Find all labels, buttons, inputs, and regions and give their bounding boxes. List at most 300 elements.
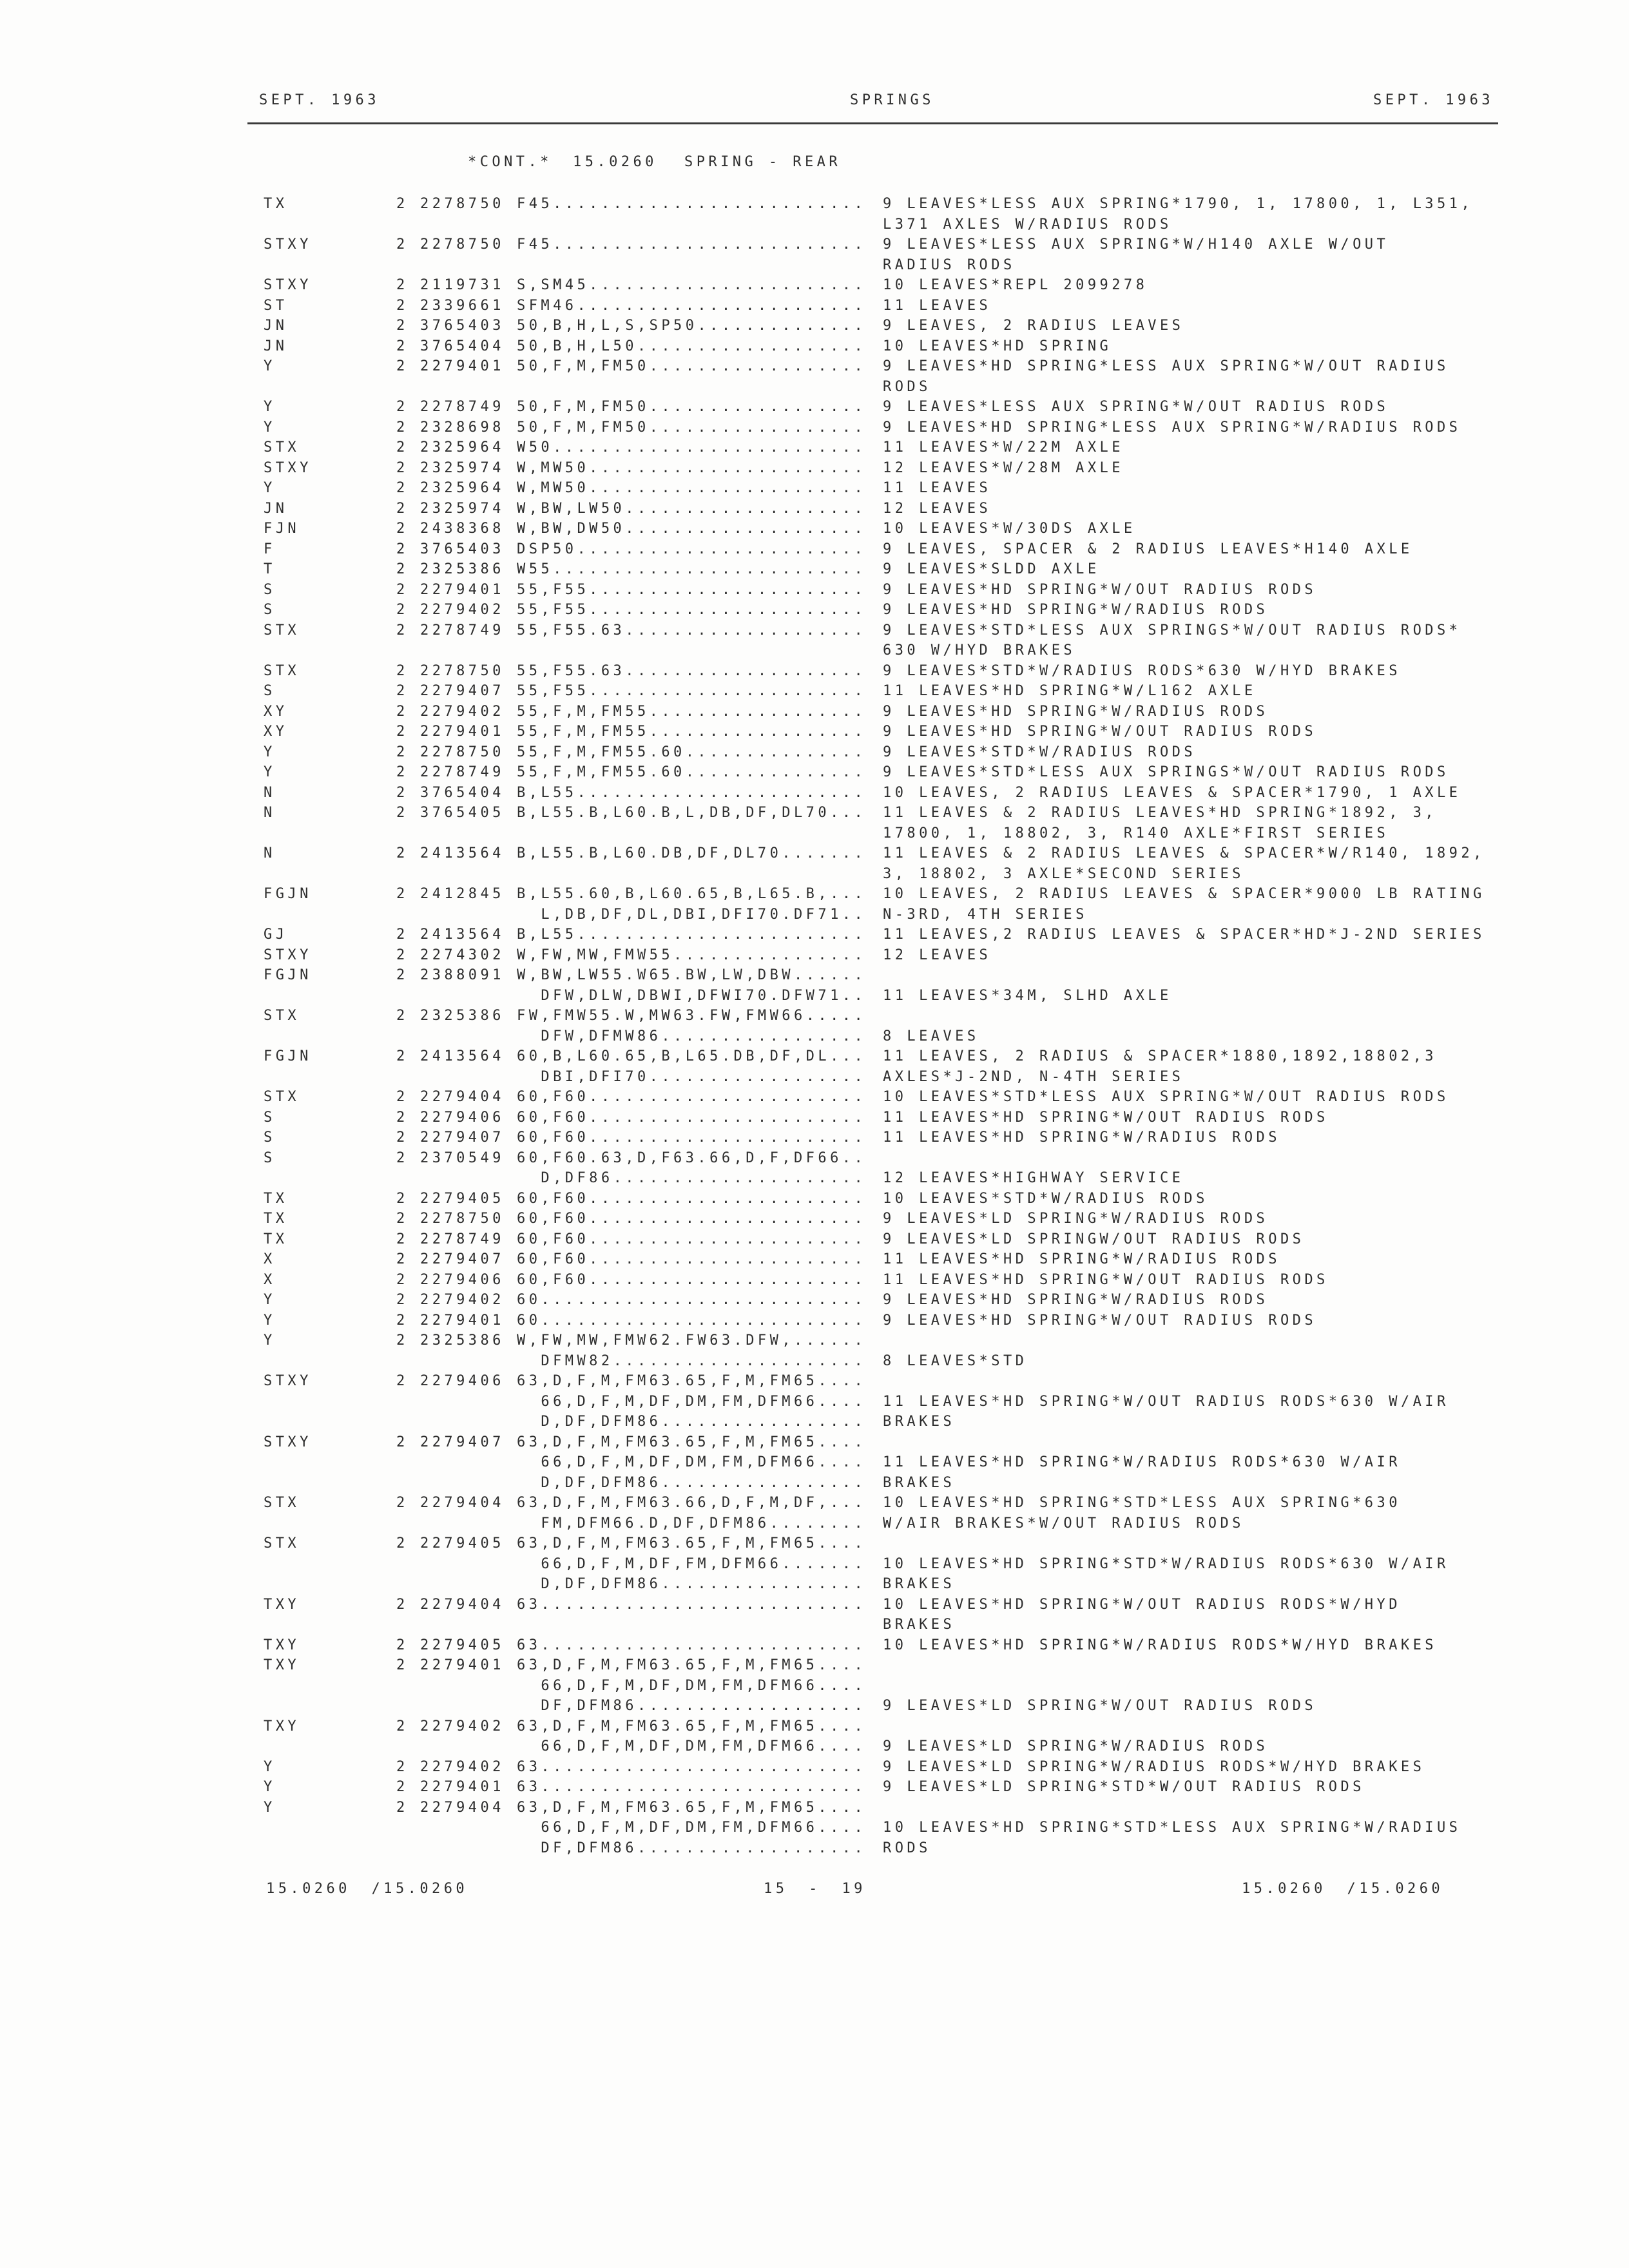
quantity: 2 [396, 1373, 409, 1389]
description-line: 9 LEAVES*HD SPRING*LESS AUX SPRING*W/RADIUS RODS [883, 419, 1461, 436]
description-cell [883, 600, 1527, 620]
model-text: 63,D,F,M,FM63.65,F,M,FM65 [517, 1657, 818, 1673]
part-number: 2279402 [420, 602, 505, 618]
part-number: 2279407 [420, 1434, 505, 1450]
description-line: 12 LEAVES [883, 947, 992, 963]
model-line [517, 945, 883, 966]
model-line [517, 1777, 883, 1798]
quantity: 2 [396, 1657, 409, 1673]
quantity: 2 [396, 1535, 409, 1552]
catalog-entry [264, 661, 1552, 682]
description-cell [883, 418, 1527, 438]
applicability-code: X [264, 1271, 276, 1288]
part-number: 2279406 [420, 1373, 505, 1389]
quantity: 2 [396, 886, 409, 902]
model-line [517, 418, 883, 438]
dot-leader: ................... [637, 1840, 867, 1856]
description-line: BRAKES [883, 1474, 956, 1491]
header-date-left: SEPT. 1963 [259, 92, 380, 108]
model-text: 55,F55 [517, 602, 590, 618]
model-line [517, 1168, 883, 1189]
part-number: 2279401 [420, 724, 505, 740]
description-cell [883, 559, 1527, 580]
model-line [517, 884, 883, 905]
part-number: 2274302 [420, 947, 505, 963]
model-text: 60,F60 [517, 1251, 590, 1267]
dot-leader: ....................... [589, 277, 867, 293]
catalog-entry [264, 1757, 1552, 1778]
applicability-code: X [264, 1251, 276, 1267]
description-cell [883, 1351, 1527, 1372]
quantity: 2 [396, 1149, 409, 1166]
model-line [517, 1128, 883, 1148]
dot-leader: ............... [685, 764, 867, 780]
catalog-entry [264, 356, 1552, 397]
model-line [517, 1108, 883, 1128]
description-line: 11 LEAVES*HD SPRING*W/OUT RADIUS RODS [883, 1109, 1329, 1126]
catalog-entry [264, 1798, 1552, 1859]
section-title: SPRING - REAR [684, 154, 842, 170]
dot-leader: ... [830, 886, 867, 902]
catalog-entry [264, 397, 1552, 418]
model-line [517, 1736, 883, 1757]
description-line: 3, 18802, 3 AXLE*SECOND SERIES [883, 865, 1244, 882]
applicability-code: TXY [264, 1657, 300, 1673]
dot-leader: ....... [782, 1555, 867, 1572]
quantity: 2 [396, 662, 409, 679]
dot-leader: .................. [649, 1068, 867, 1085]
model-cell [517, 1249, 883, 1270]
parts-list [264, 194, 1552, 1858]
part-number: 2279404 [420, 1799, 505, 1816]
model-line [517, 1331, 883, 1351]
model-cell [517, 1229, 883, 1250]
dot-leader: ...... [794, 967, 867, 983]
description-line: 11 LEAVES, 2 RADIUS & SPACER*1880,1892,18802,3 [883, 1048, 1437, 1064]
model-text: W,BW,LW55.W65.BW,LW,DBW [517, 967, 794, 983]
model-text: B,L55.B,L60.DB,DF,DL70 [517, 845, 782, 861]
description-line: 9 LEAVES*HD SPRING*W/OUT RADIUS RODS [883, 1312, 1317, 1329]
model-text: D,DF86 [541, 1170, 613, 1186]
model-text: 60 [517, 1292, 541, 1308]
model-text: 66,D,F,M,DF,DM,FM,DFM66 [541, 1393, 818, 1410]
description-line: 9 LEAVES*LESS AUX SPRING*W/OUT RADIUS RODS [883, 399, 1389, 415]
model-cell [517, 1128, 883, 1148]
catalog-entry [264, 437, 1552, 458]
model-text: B,L55.B,L60.B,L,DB,DF,DL70 [517, 805, 831, 821]
part-number: 2279402 [420, 1292, 505, 1308]
quantity: 2 [396, 1758, 409, 1775]
description-cell [883, 925, 1527, 945]
catalog-entry [264, 519, 1552, 539]
model-text: 55,F55.63 [517, 662, 626, 679]
model-text: FW,FMW55.W,MW63.FW,FMW66 [517, 1008, 806, 1024]
model-cell [517, 945, 883, 966]
dot-leader: ........................... [541, 1312, 867, 1329]
model-cell [517, 762, 883, 783]
model-line [517, 1026, 883, 1047]
model-cell [517, 681, 883, 702]
description-line: 9 LEAVES*LD SPRING*W/RADIUS RODS [883, 1738, 1269, 1754]
part-number: 2279404 [420, 1495, 505, 1511]
model-line [517, 742, 883, 763]
part-number: 2325974 [420, 500, 505, 517]
part-number: 2279401 [420, 581, 505, 598]
description-line: 630 W/HYD BRAKES [883, 642, 1076, 658]
description-line: 10 LEAVES*REPL 2099278 [883, 277, 1148, 293]
model-text: 60,F60 [517, 1211, 590, 1227]
model-cell [517, 1087, 883, 1108]
applicability-code: TX [264, 1231, 288, 1247]
dot-leader: ............... [685, 744, 867, 760]
applicability-code: JN [264, 338, 288, 354]
dot-leader: ..... [805, 1008, 867, 1024]
dot-leader: .... [818, 1718, 867, 1735]
model-text: W,FW,MW,FMW55 [517, 947, 674, 963]
model-text: 63,D,F,M,FM63.65,F,M,FM65 [517, 1373, 818, 1389]
description-line: 10 LEAVES*HD SPRING*W/OUT RADIUS RODS*W/HYD [883, 1596, 1401, 1613]
part-number: 2325964 [420, 439, 505, 456]
part-number: 2413564 [420, 927, 505, 943]
model-line [517, 1716, 883, 1737]
description-cell [883, 478, 1527, 499]
quantity: 2 [396, 784, 409, 801]
part-number: 2279407 [420, 1129, 505, 1146]
applicability-code: Y [264, 744, 276, 760]
catalog-entry [264, 194, 1552, 235]
model-cell [517, 1046, 883, 1087]
description-line: RODS [883, 378, 931, 395]
part-number: 2279405 [420, 1190, 505, 1207]
model-line [517, 296, 883, 316]
model-text: 55,F,M,FM55.60 [517, 764, 686, 780]
description-line: 12 LEAVES*HIGHWAY SERVICE [883, 1170, 1184, 1186]
model-text: B,L55 [517, 784, 577, 801]
model-cell [517, 1148, 883, 1189]
dot-leader: .................. [649, 724, 867, 740]
quantity: 2 [396, 744, 409, 760]
description-cell [883, 762, 1527, 783]
dot-leader: ........................... [541, 1779, 867, 1795]
applicability-code: Y [264, 1799, 276, 1816]
part-number: 2278750 [420, 662, 505, 679]
model-line [517, 316, 883, 336]
catalog-entry [264, 783, 1552, 803]
applicability-code: JN [264, 318, 288, 334]
description-line: 8 LEAVES*STD [883, 1352, 1028, 1369]
quantity: 2 [396, 1779, 409, 1795]
catalog-entry [264, 1087, 1552, 1108]
quantity: 2 [396, 1718, 409, 1735]
dot-leader: ........ [769, 1515, 867, 1532]
description-cell [883, 843, 1527, 884]
model-line [517, 925, 883, 945]
model-line [517, 397, 883, 418]
model-text: 60,F60 [517, 1109, 590, 1126]
model-line [517, 539, 883, 560]
part-number: 2119731 [420, 277, 505, 293]
description-line: BRAKES [883, 1617, 956, 1633]
model-cell [517, 1108, 883, 1128]
quantity: 2 [396, 1596, 409, 1613]
model-text: L,DB,DF,DL,DBI,DFI70.DF71 [541, 906, 842, 923]
quantity: 2 [396, 1271, 409, 1288]
description-cell [883, 499, 1527, 519]
description-cell [883, 884, 1527, 925]
model-line [517, 1392, 883, 1412]
catalog-entry [264, 275, 1552, 296]
model-cell [517, 539, 883, 560]
description-cell [883, 945, 1527, 966]
description-cell [883, 316, 1527, 336]
model-cell [517, 519, 883, 539]
part-number: 2279405 [420, 1535, 505, 1552]
part-number: 2278749 [420, 399, 505, 415]
model-cell [517, 478, 883, 499]
model-line [517, 803, 883, 823]
dot-leader: .......................... [553, 561, 867, 577]
applicability-code: FGJN [264, 1048, 312, 1064]
applicability-code: FGJN [264, 886, 312, 902]
catalog-entry [264, 1108, 1552, 1128]
model-line [517, 1311, 883, 1331]
model-text: 55,F,M,FM55 [517, 703, 650, 720]
applicability-code: STXY [264, 236, 312, 253]
description-line: 10 LEAVES, 2 RADIUS LEAVES & SPACER*1790, 1 AXLE [883, 784, 1461, 801]
quantity: 2 [396, 845, 409, 861]
quantity: 2 [396, 1211, 409, 1227]
model-cell [517, 235, 883, 255]
description-line: 9 LEAVES*HD SPRING*W/RADIUS RODS [883, 1292, 1269, 1308]
quantity: 2 [396, 1332, 409, 1349]
quantity: 2 [396, 439, 409, 456]
quantity: 2 [396, 541, 409, 557]
catalog-entry [264, 296, 1552, 316]
applicability-code: STX [264, 1008, 300, 1024]
model-text: W,MW50 [517, 480, 590, 496]
quantity: 2 [396, 521, 409, 537]
description-cell [883, 986, 1527, 1006]
part-number: 3765405 [420, 805, 505, 821]
dot-leader: ... [830, 1495, 867, 1511]
model-cell [517, 275, 883, 296]
part-number: 2279405 [420, 1637, 505, 1653]
description-cell [883, 1168, 1527, 1189]
applicability-code: S [264, 581, 276, 598]
model-cell [517, 702, 883, 722]
header-date-right: SEPT. 1963 [1373, 92, 1494, 108]
model-cell [517, 336, 883, 357]
dot-leader: .... [818, 1799, 867, 1816]
model-cell [517, 580, 883, 601]
part-number: 2279401 [420, 1312, 505, 1329]
description-cell [883, 356, 1527, 397]
dot-leader: ................. [661, 1414, 867, 1430]
model-line [517, 275, 883, 296]
description-line: 10 LEAVES, 2 RADIUS LEAVES & SPACER*9000 LB RATING [883, 886, 1485, 902]
description-cell [883, 1270, 1527, 1291]
quantity: 2 [396, 1008, 409, 1024]
model-text: W,BW,DW50 [517, 521, 626, 537]
model-line [517, 986, 883, 1006]
model-line [517, 1006, 883, 1026]
applicability-code: N [264, 805, 276, 821]
catalog-entry [264, 1006, 1552, 1046]
model-line [517, 1290, 883, 1311]
description-line: 10 LEAVES*HD SPRING [883, 338, 1112, 354]
model-text: 60,F60 [517, 1129, 590, 1146]
catalog-entry [264, 1229, 1552, 1250]
part-number: 2278749 [420, 764, 505, 780]
description-cell [883, 1493, 1527, 1533]
model-cell [517, 397, 883, 418]
part-number: 2278750 [420, 196, 505, 212]
quantity: 2 [396, 967, 409, 983]
model-cell [517, 1655, 883, 1716]
quantity: 2 [396, 1312, 409, 1329]
applicability-code: FGJN [264, 967, 312, 983]
catalog-entry [264, 1148, 1552, 1189]
quantity: 2 [396, 1251, 409, 1267]
description-line: 9 LEAVES*STD*LESS AUX SPRINGS*W/OUT RADIUS RODS [883, 764, 1449, 780]
model-text: SFM46 [517, 297, 577, 314]
applicability-code: TXY [264, 1596, 300, 1613]
model-line [517, 478, 883, 499]
footer-section-left: 15.0260 /15.0260 [266, 1881, 468, 1897]
description-cell [883, 580, 1527, 601]
quantity: 2 [396, 724, 409, 740]
dot-leader: ....................... [589, 1271, 867, 1288]
catalog-entry [264, 336, 1552, 357]
description-line: 9 LEAVES*HD SPRING*W/RADIUS RODS [883, 602, 1269, 618]
model-line [517, 620, 883, 641]
model-text: 50,F,M,FM50 [517, 399, 650, 415]
dot-leader: ....................... [589, 683, 867, 699]
part-number: 2325386 [420, 1008, 505, 1024]
dot-leader: .......................... [553, 439, 867, 456]
model-line [517, 1533, 883, 1554]
model-cell [517, 925, 883, 945]
model-cell [517, 661, 883, 682]
model-cell [517, 1290, 883, 1311]
description-line: 10 LEAVES*STD*W/RADIUS RODS [883, 1190, 1208, 1207]
applicability-code: STXY [264, 459, 312, 476]
catalog-entry [264, 559, 1552, 580]
model-cell [517, 1493, 883, 1533]
model-line [517, 1676, 883, 1696]
description-cell [883, 1209, 1527, 1229]
catalog-entry [264, 945, 1552, 966]
applicability-code: TXY [264, 1718, 300, 1735]
model-line [517, 1249, 883, 1270]
model-text: 60,F60 [517, 1089, 590, 1105]
dot-leader: ....... [782, 845, 867, 861]
model-line [517, 1757, 883, 1778]
description-cell [883, 296, 1527, 316]
model-line [517, 235, 883, 255]
part-number: 2279401 [420, 1657, 505, 1673]
model-line [517, 1514, 883, 1534]
model-text: 60,F60.63,D,F63.66,D,F,DF66 [517, 1149, 842, 1166]
model-line [517, 437, 883, 458]
page-number: 15 - 19 [764, 1881, 866, 1897]
applicability-code: XY [264, 724, 288, 740]
model-text: 55,F55 [517, 683, 590, 699]
applicability-code: XY [264, 703, 288, 720]
catalog-entry [264, 600, 1552, 620]
part-number: 2278750 [420, 1211, 505, 1227]
dot-leader: ................... [637, 338, 867, 354]
model-text: DF,DFM86 [541, 1840, 637, 1856]
model-text: 63,D,F,M,FM63.65,F,M,FM65 [517, 1535, 818, 1552]
dot-leader: ....................... [589, 480, 867, 496]
part-number: 2279401 [420, 358, 505, 374]
model-line [517, 356, 883, 377]
part-number: 2325386 [420, 561, 505, 577]
model-text: DFW,DLW,DBWI,DFWI70.DFW71 [541, 987, 842, 1004]
model-line [517, 1493, 883, 1514]
applicability-code: ST [264, 297, 288, 314]
model-line [517, 1087, 883, 1108]
description-line: 12 LEAVES [883, 500, 992, 517]
quantity: 2 [396, 561, 409, 577]
quantity: 2 [396, 581, 409, 598]
model-cell [517, 458, 883, 479]
model-text: W,BW,LW50 [517, 500, 626, 517]
dot-leader: ..................... [613, 1352, 867, 1369]
applicability-code: Y [264, 1312, 276, 1329]
part-number: 2412845 [420, 886, 505, 902]
model-line [517, 1595, 883, 1615]
model-line [517, 1574, 883, 1595]
description-cell [883, 1046, 1527, 1087]
header-title: SPRINGS [850, 92, 934, 108]
catalog-entry [264, 458, 1552, 479]
catalog-entry [264, 1371, 1552, 1432]
dot-leader: .................. [649, 703, 867, 720]
model-text: D,DF,DFM86 [541, 1474, 662, 1491]
dot-leader: ................. [661, 1028, 867, 1044]
model-line [517, 1067, 883, 1088]
quantity: 2 [396, 683, 409, 699]
model-cell [517, 965, 883, 1006]
catalog-entry [264, 418, 1552, 438]
dot-leader: .... [818, 1434, 867, 1450]
quantity: 2 [396, 805, 409, 821]
model-text: 66,D,F,M,DF,DM,FM,DFM66 [541, 1738, 818, 1754]
model-cell [517, 1311, 883, 1331]
description-line: 8 LEAVES [883, 1028, 979, 1044]
applicability-code: N [264, 845, 276, 861]
model-line [517, 702, 883, 722]
model-text: D,DF,DFM86 [541, 1576, 662, 1592]
model-line [517, 1148, 883, 1169]
model-line [517, 194, 883, 215]
quantity: 2 [396, 459, 409, 476]
model-line [517, 843, 883, 864]
part-number: 2413564 [420, 1048, 505, 1064]
applicability-code: STXY [264, 1434, 312, 1450]
description-line: 11 LEAVES [883, 297, 992, 314]
continued-marker: *CONT.* [468, 154, 552, 170]
quantity: 2 [396, 358, 409, 374]
catalog-entry [264, 1209, 1552, 1229]
description-line: 9 LEAVES, 2 RADIUS LEAVES [883, 318, 1184, 334]
catalog-entry [264, 620, 1552, 661]
model-line [517, 1351, 883, 1372]
dot-leader: .................. [649, 399, 867, 415]
description-cell [883, 1635, 1527, 1656]
